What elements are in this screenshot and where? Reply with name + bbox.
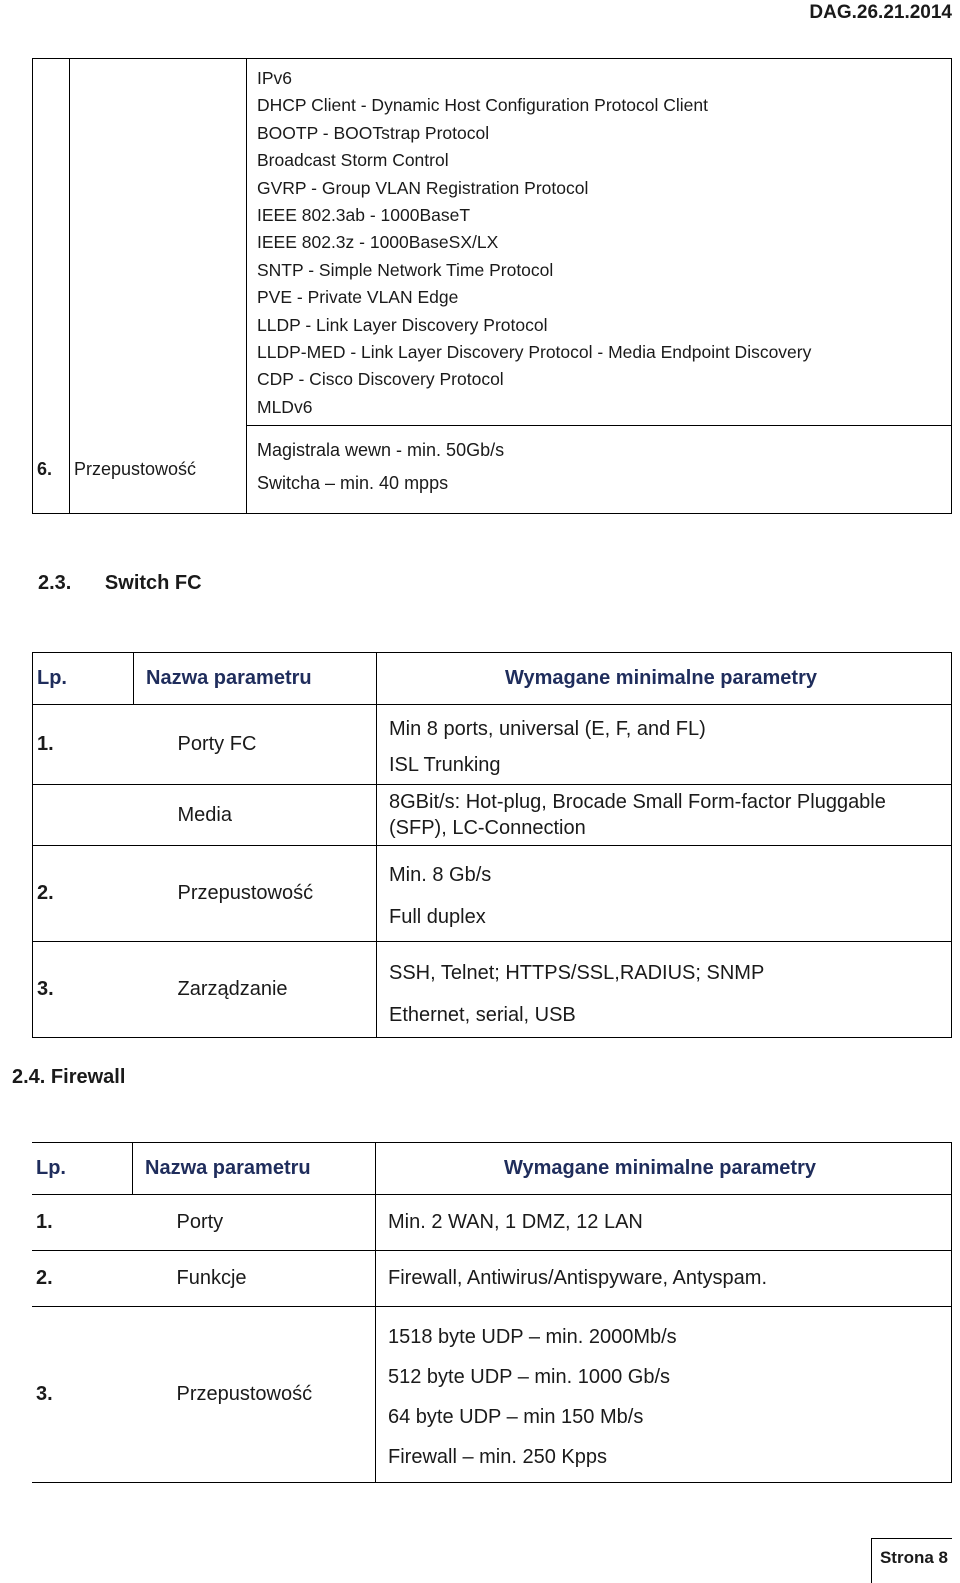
switch-params-table-continued <box>32 58 952 514</box>
row-param-values <box>377 942 952 1038</box>
protocol-item: IEEE 802.3z - 1000BaseSX/LX <box>257 232 499 253</box>
value-line: Firewall – min. 250 Kpps <box>388 1446 607 1468</box>
header-lp: Lp. <box>33 653 134 705</box>
header-requirements: Wymagane minimalne parametry <box>376 1143 952 1195</box>
row-param-values: 8GBit/s: Hot-plug, Brocade Small Form-factor Pluggable (SFP), LC-Connection <box>377 785 952 846</box>
value-line: ISL Trunking <box>389 754 501 776</box>
protocol-item: LLDP - Link Layer Discovery Protocol <box>257 314 548 335</box>
row-param-values: Firewall, Antiwirus/Antispyware, Antyspam. <box>376 1251 952 1307</box>
param-name-cell <box>70 59 247 426</box>
row-param-name: Porty <box>133 1195 376 1251</box>
row-param-name: Media <box>134 785 377 846</box>
value-line: Min. 8 Gb/s <box>389 864 492 886</box>
section-heading-switch-fc: 2.3. Switch FC <box>38 572 202 594</box>
value-line: Ethernet, serial, USB <box>389 1004 576 1026</box>
row-number: 2. <box>33 846 134 942</box>
protocol-item: IPv6 <box>257 68 293 88</box>
value-line: Magistrala wewn - min. 50Gb/s <box>257 440 505 461</box>
header-lp: Lp. <box>32 1143 133 1195</box>
protocol-item: LLDP-MED - Link Layer Discovery Protocol - Media Endpoint Discovery <box>257 342 812 363</box>
row-param-values <box>376 1307 952 1483</box>
value-line: SSH, Telnet; HTTPS/SSL,RADIUS; SNMP <box>389 962 765 984</box>
row-param-name: Funkcje <box>133 1251 376 1307</box>
page-number: Strona 8 <box>879 1548 948 1567</box>
row-param-values <box>377 705 952 785</box>
value-line: Switcha – min. 40 mpps <box>257 473 449 494</box>
protocol-item: BOOTP - BOOTstrap Protocol <box>257 122 490 143</box>
header-requirements: Wymagane minimalne parametry <box>377 653 952 705</box>
protocol-list-cell <box>247 59 952 426</box>
protocol-item: CDP - Cisco Discovery Protocol <box>257 369 504 390</box>
lp-cell <box>33 59 70 426</box>
header-param-name: Nazwa parametru <box>133 1143 376 1195</box>
row-number <box>33 785 134 846</box>
protocol-item: DHCP Client - Dynamic Host Configuration Protocol Client <box>257 95 708 116</box>
protocol-item: Broadcast Storm Control <box>257 150 449 171</box>
protocol-item: IEEE 802.3ab - 1000BaseT <box>257 205 471 226</box>
row-param-values <box>377 846 952 942</box>
row-number: 1. <box>33 705 134 785</box>
row-param-name: Porty FC <box>134 705 377 785</box>
switch-fc-table <box>32 652 952 1038</box>
row-param-name: Przepustowość <box>134 846 377 942</box>
value-line: Full duplex <box>389 906 486 928</box>
row-param-values: Min. 2 WAN, 1 DMZ, 12 LAN <box>376 1195 952 1251</box>
row-number: 2. <box>32 1251 133 1307</box>
row-param-name: Przepustowość <box>133 1307 376 1483</box>
header-param-name: Nazwa parametru <box>134 653 377 705</box>
firewall-table <box>32 1142 952 1483</box>
row-param-name: Przepustowość <box>70 426 247 514</box>
document-code: DAG.26.21.2014 <box>809 2 952 23</box>
section-heading-firewall: 2.4. Firewall <box>12 1066 126 1088</box>
protocol-list <box>257 65 951 421</box>
protocol-item: GVRP - Group VLAN Registration Protocol <box>257 177 589 198</box>
row-param-values <box>247 426 952 514</box>
row-param-name: Zarządzanie <box>134 942 377 1038</box>
protocol-item: PVE - Private VLAN Edge <box>257 287 459 308</box>
protocol-item: MLDv6 <box>257 396 313 417</box>
row-number: 3. <box>33 942 134 1038</box>
value-line: 512 byte UDP – min. 1000 Gb/s <box>388 1366 671 1388</box>
value-line: Min 8 ports, universal (E, F, and FL) <box>389 718 706 740</box>
value-line: 64 byte UDP – min 150 Mb/s <box>388 1406 644 1428</box>
protocol-item: SNTP - Simple Network Time Protocol <box>257 259 554 280</box>
value-line: 1518 byte UDP – min. 2000Mb/s <box>388 1326 677 1348</box>
row-number: 6. <box>33 426 70 514</box>
row-number: 3. <box>32 1307 133 1483</box>
row-number: 1. <box>32 1195 133 1251</box>
